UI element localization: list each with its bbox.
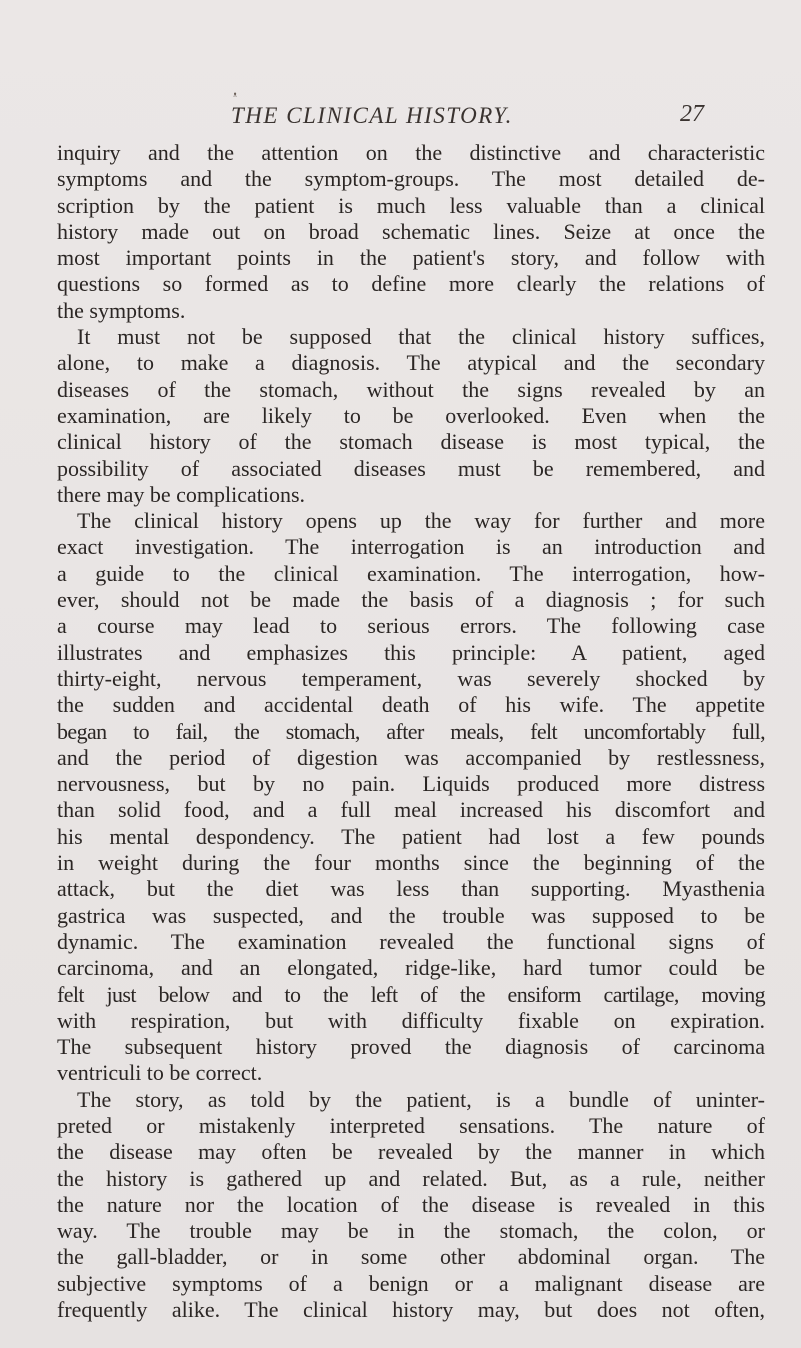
page-number: 27	[680, 101, 704, 127]
text-line: ever, should not be made the basis of a diagnosis ; for such	[57, 587, 765, 613]
text-line: examination, are likely to be overlooked. Even when the	[57, 402, 765, 428]
text-line: gastrica was suspected, and the trouble was supposed to be	[57, 902, 765, 928]
text-line: possibility of associated diseases must be remembered, and	[57, 455, 765, 481]
text-line: subjective symptoms of a benign or a malignant disease are	[57, 1270, 765, 1296]
text-line: most important points in the patient's story, and follow with	[57, 245, 765, 271]
text-line: the history is gathered up and related. But, as a rule, neither	[57, 1165, 765, 1191]
text-line: preted or mistakenly interpreted sensations. The nature of	[57, 1112, 765, 1138]
text-line: began to fail, the stomach, after meals, felt uncomfortably full,	[57, 718, 765, 744]
text-line: felt just below and to the left of the ensiform cartilage, moving	[57, 981, 765, 1007]
text-line: attack, but the diet was less than supporting. Myasthenia	[57, 876, 765, 902]
text-line: and the period of digestion was accompanied by restlessness,	[57, 744, 765, 770]
text-line: in weight during the four months since the beginning of the	[57, 850, 765, 876]
text-line: nervousness, but by no pain. Liquids produced more distress	[57, 771, 765, 797]
text-line: the gall-bladder, or in some other abdominal organ. The	[57, 1244, 765, 1270]
text-line: dynamic. The examination revealed the functional signs of	[57, 928, 765, 954]
ink-mark: ᵜ	[233, 88, 238, 103]
text-line: ventriculi to be correct.	[57, 1060, 263, 1086]
text-line: illustrates and emphasizes this principle: A patient, aged	[57, 639, 765, 665]
text-line: there may be complications.	[57, 481, 306, 507]
text-line: the disease may often be revealed by the manner in which	[57, 1139, 765, 1165]
paragraph-start-line: The story, as told by the patient, is a bundle of uninter-	[77, 1086, 765, 1112]
text-line: the sudden and accidental death of his wife. The appetite	[57, 692, 765, 718]
text-line: questions so formed as to define more clearly the relations of	[57, 271, 765, 297]
text-line: exact investigation. The interrogation is an introduction and	[57, 534, 765, 560]
text-line: diseases of the stomach, without the signs revealed by an	[57, 376, 765, 402]
text-line: scription by the patient is much less valuable than a clinical	[57, 192, 765, 218]
text-line: alone, to make a diagnosis. The atypical and the secondary	[57, 350, 765, 376]
text-line: symptoms and the symptom-groups. The most detailed de-	[57, 166, 765, 192]
paragraph-start-line: It must not be supposed that the clinical history suffices,	[77, 324, 765, 350]
text-line: The subsequent history proved the diagnosis of carcinoma	[57, 1034, 765, 1060]
text-line: carcinoma, and an elongated, ridge-like, hard tumor could be	[57, 955, 765, 981]
text-line: a course may lead to serious errors. The following case	[57, 613, 765, 639]
text-line: the symptoms.	[57, 297, 186, 323]
text-line: frequently alike. The clinical history may, but does not often,	[57, 1297, 765, 1323]
running-title: THE CLINICAL HISTORY.	[231, 103, 513, 128]
body-text	[57, 140, 765, 1323]
text-line: clinical history of the stomach disease is most typical, the	[57, 429, 765, 455]
text-line: than solid food, and a full meal increased his discomfort and	[57, 797, 765, 823]
text-line: with respiration, but with difficulty fixable on expiration.	[57, 1007, 765, 1033]
text-line: inquiry and the attention on the distinctive and characteristic	[57, 140, 765, 165]
text-line: thirty-eight, nervous temperament, was severely shocked by	[57, 665, 765, 691]
running-head	[0, 103, 801, 133]
text-line: the nature nor the location of the disease is revealed in this	[57, 1191, 765, 1217]
text-line: history made out on broad schematic lines. Seize at once the	[57, 218, 765, 244]
text-line: a guide to the clinical examination. The interrogation, how-	[57, 560, 765, 586]
text-line: way. The trouble may be in the stomach, the colon, or	[57, 1218, 765, 1244]
paragraph-start-line: The clinical history opens up the way for further and more	[77, 508, 765, 534]
text-line: his mental despondency. The patient had lost a few pounds	[57, 823, 765, 849]
